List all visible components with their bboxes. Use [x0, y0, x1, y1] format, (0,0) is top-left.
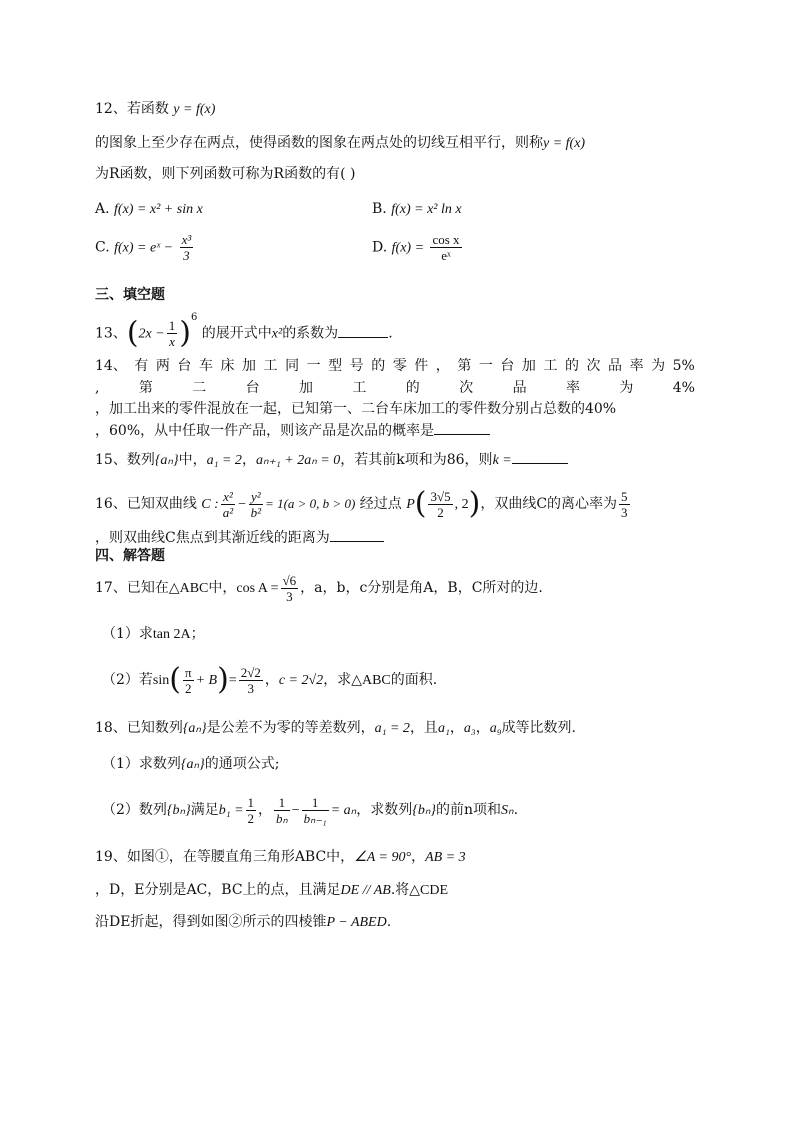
q18-p2-text2: 满足	[190, 802, 219, 818]
q18-p2-seq: {bₙ}	[166, 803, 191, 818]
q14-char: 床	[220, 358, 235, 374]
q14-char: 第	[457, 358, 472, 374]
q17-p2-c: c = 2√2	[278, 673, 324, 688]
frac-num: y²	[249, 489, 263, 505]
q14-char: 率	[565, 380, 580, 396]
q16-text: 16、已知双曲线	[95, 496, 197, 512]
q19-line3	[95, 912, 391, 933]
q12-option-a	[95, 199, 203, 220]
q18-p2-frac1	[274, 795, 290, 826]
frac-num: 1	[168, 318, 176, 334]
q16-text4: ，则双曲线C焦点到其渐近线的距离为	[95, 530, 330, 546]
q13-frac	[167, 318, 178, 349]
frac-den: 3	[286, 588, 293, 604]
q15-text: 15、数列	[95, 452, 155, 468]
frac-num: 5	[621, 488, 628, 504]
q17-p2-text: （2）若	[102, 672, 153, 688]
option-c-math: f(x) = eˣ −	[114, 240, 174, 256]
q19-tri: △CDE	[409, 883, 449, 898]
option-b-label: B.	[372, 201, 387, 217]
q17-frac	[281, 573, 299, 604]
q13-term: 2x −	[138, 326, 165, 342]
q16-xfrac	[221, 489, 235, 520]
q19-end: .	[386, 914, 392, 930]
q14-char: 的	[371, 358, 386, 374]
q18-p2-frac2	[302, 795, 329, 826]
q14-char: ,	[95, 380, 100, 396]
q14-char: 同	[285, 358, 300, 374]
left-paren: (	[169, 662, 181, 697]
q14-char: 为	[619, 380, 634, 396]
q17-p1-tan: tan 2A	[152, 627, 191, 642]
q18-p2-frac	[246, 795, 257, 826]
q14-char: 一	[478, 358, 493, 374]
q16-minus: −	[237, 497, 247, 512]
q15-k: k =	[492, 453, 512, 468]
q18-p2-eq: = aₙ	[330, 803, 357, 818]
q13-text2: 的系数为	[282, 325, 339, 342]
q18-part2: （2）数列{bₙ}满足b₁ = $\frac{1}{2}$ ， $\frac{1}{\text{bₙ}}$ − $\frac{1}{\text{bₙ₋₁}}$ = aₙ，求数列{bₙ}的前n项和Sₙ.	[102, 794, 519, 826]
frac-num: 1	[247, 794, 255, 810]
option-d-label: D.	[372, 239, 388, 256]
option-c-label: C.	[95, 239, 110, 256]
q15-answer-blank[interactable]	[512, 449, 568, 464]
q14-char: 零	[392, 358, 407, 374]
frac-den: 2	[185, 680, 192, 696]
q17-tri: △ABC	[168, 581, 209, 596]
q16-line1	[95, 484, 632, 525]
q17-p2-eq: =	[228, 673, 237, 688]
q18-line1	[95, 718, 576, 739]
q12-option-b	[372, 199, 462, 220]
q14-char: 工	[543, 358, 558, 374]
option-c-frac	[180, 232, 194, 263]
q13-x2: x²	[271, 326, 283, 342]
q18-p1-seq: {aₙ}	[180, 757, 205, 772]
q12-text: 12、若函数	[95, 101, 169, 117]
q14-char: 14、	[95, 358, 127, 374]
q13-exponent: 6	[190, 312, 198, 323]
right-paren: )	[179, 315, 191, 351]
q18-a3: a₃	[463, 721, 476, 736]
q18-p2-seq2: {bₙ}	[412, 803, 436, 818]
q14-char: 的	[564, 358, 579, 374]
q18-p2-end: .	[513, 802, 519, 818]
q19-line2	[95, 880, 448, 901]
q16-text2: 经过点	[359, 496, 402, 512]
q17-part1	[102, 624, 205, 645]
q14-answer-blank[interactable]	[434, 420, 490, 435]
q17-text3: ，a，b，c分别是角A，B，C所对的边.	[300, 580, 543, 596]
frac-den: 2	[247, 810, 255, 826]
q17-p2-frac	[183, 665, 194, 696]
q17-text2: 中，	[208, 580, 237, 596]
q14-char: 加	[299, 380, 314, 396]
q18-text3: ，且	[409, 720, 438, 736]
q19-text: 19、如图①，在等腰直角三角形ABC中，	[95, 849, 355, 865]
q13-text: 的展开式中	[201, 325, 272, 342]
q16-answer-blank[interactable]	[330, 527, 384, 542]
q14-line2	[95, 378, 695, 398]
q12-option-c	[95, 232, 195, 263]
section-fill-heading: 三、填空题	[95, 287, 165, 303]
frac-den: 3	[183, 248, 190, 263]
frac-den: 2	[437, 504, 444, 520]
q19-text3: .将	[390, 882, 410, 898]
q17-p2-rfrac	[239, 665, 263, 696]
q18-text: 18、已知数列	[95, 720, 183, 736]
q15	[95, 449, 568, 471]
q18-p1-text: （1）求数列	[102, 756, 181, 772]
q12-text3: 为R函数，则下列函数可称为R函数的有( )	[95, 166, 356, 182]
q19-sep: ，	[411, 849, 426, 865]
q14-char: 有	[134, 358, 149, 374]
q18-text4: 成等比数列.	[501, 720, 577, 736]
q17-p2-end: 的面积.	[390, 672, 438, 688]
q16-pcoord: , 2	[454, 497, 469, 512]
q12-text2: 的图象上至少存在两点，使得函数的图象在两点处的切线互相平行，则称	[95, 135, 543, 151]
q14-char: 工	[352, 380, 367, 396]
frac-den: x	[169, 334, 175, 350]
q14-char: 4%	[672, 380, 695, 396]
q14-char: 号	[349, 358, 364, 374]
q17-p2-b: + B	[195, 673, 218, 688]
q19-text2: ，D，E分别是AC，BC上的点，且满足	[95, 882, 341, 898]
q14-char: ，	[435, 358, 450, 374]
q14-char: 台	[500, 358, 515, 374]
q14-char: 率	[629, 358, 644, 374]
q19-ab: AB = 3	[425, 850, 466, 865]
q13-num: 13、	[95, 325, 127, 342]
q12-option-d	[372, 232, 464, 263]
q14-char: 第	[138, 380, 153, 396]
q17-p2-text2: ，求	[323, 672, 352, 688]
q18-sep1: ，	[449, 720, 464, 736]
q14-char: 次	[586, 358, 601, 374]
q13-period: .	[388, 325, 393, 342]
q18-p2-text: （2）数列	[102, 802, 167, 818]
q14-char: 品	[512, 380, 527, 396]
q12-func: y = f(x)	[173, 102, 216, 117]
q14-char: 加	[242, 358, 257, 374]
q18-p2-sep: ，	[258, 802, 273, 818]
q18-seq: {aₙ}	[182, 721, 207, 736]
frac-num: 1	[274, 795, 290, 811]
q18-p2-b1: b₁ =	[218, 803, 244, 818]
frac-den: eˣ	[441, 248, 451, 263]
q18-sep2: ，	[475, 720, 490, 736]
q19-parallel: DE // AB	[340, 883, 391, 898]
q14-char: 品	[608, 358, 623, 374]
q12-line3	[95, 164, 355, 184]
frac-den: b²	[250, 504, 262, 520]
q14-char: 为	[651, 358, 666, 374]
q14-char: 的	[405, 380, 420, 396]
q18-p2-text3: ，求数列	[356, 802, 413, 818]
frac-den: 3	[621, 504, 628, 520]
left-paren: (	[126, 315, 139, 351]
q17-text: 17、已知在	[95, 580, 169, 596]
q15-recur: aₙ₊₁ + 2aₙ = 0	[255, 453, 341, 468]
q17-p2-tri: △ABC	[351, 673, 391, 688]
q12-line1	[95, 99, 215, 120]
option-d-math: f(x) =	[391, 240, 425, 256]
q19-pyramid: P − ABED	[326, 915, 387, 930]
q18-p2-text4: 的前n项和	[436, 802, 502, 818]
option-a-math: f(x) = x² + sin x	[114, 202, 203, 217]
q16-yfrac	[249, 489, 263, 520]
q14-line1	[95, 356, 695, 376]
q18-p1-end: 的通项公式;	[204, 756, 280, 772]
q14-char: 台	[245, 380, 260, 396]
q13	[95, 310, 393, 355]
q17-cos: cos A =	[236, 581, 279, 596]
q18-text2: 是公差不为零的等差数列，	[206, 720, 375, 736]
q18-part1	[102, 754, 279, 775]
q15-text2: 中，	[178, 452, 207, 468]
q18-a1: a₁ = 2	[374, 721, 410, 736]
q17-p2-sin: sin	[152, 673, 170, 688]
q14-char: 台	[177, 358, 192, 374]
frac-den: bₙ	[276, 810, 288, 826]
q14-line4	[95, 420, 490, 441]
frac-num: x³	[181, 232, 192, 247]
option-a-label: A.	[95, 201, 110, 217]
q14-char: 车	[198, 358, 213, 374]
q16-efrac	[619, 489, 630, 520]
q19-text4: 沿DE折起，得到如图②所示的四棱锥	[95, 914, 327, 930]
q14-line3: ，加工出来的零件混放在一起，已知第一、二台车床加工的零件数分别占总数的40%	[95, 401, 617, 417]
q16-c: C :	[201, 497, 219, 512]
q19-line1	[95, 847, 466, 868]
q15-a1: a₁ = 2	[206, 453, 242, 468]
q14-char: 一	[306, 358, 321, 374]
q14-char: 二	[192, 380, 207, 396]
q16-p: P	[406, 497, 415, 512]
q14-char: 加	[521, 358, 536, 374]
frac-den: 3	[247, 680, 254, 696]
q18-a9: a₉	[489, 721, 502, 736]
frac-den: bₙ₋₁	[303, 810, 327, 826]
frac-den: a²	[222, 504, 234, 520]
frac-num: π	[184, 664, 192, 680]
frac-num: cos x	[432, 232, 460, 247]
q17-p2-sep: ，	[264, 672, 279, 688]
right-paren: )	[468, 486, 481, 521]
q16-line2	[95, 527, 384, 548]
q13-answer-blank[interactable]	[338, 323, 388, 338]
frac-num: x²	[221, 489, 235, 505]
q12-func2: y = f(x)	[543, 136, 586, 151]
q19-angle: ∠A = 90°	[354, 850, 412, 865]
frac-num: √6	[282, 572, 297, 588]
section-answer-heading: 四、解答题	[95, 548, 165, 564]
right-paren: )	[217, 662, 229, 697]
frac-num: 2√2	[240, 664, 261, 680]
q15-sep: ，	[241, 452, 256, 468]
frac-num: 3√5	[430, 488, 451, 504]
q16-text3: ，双曲线C的离心率为	[480, 496, 618, 512]
q14-char: 5%	[672, 358, 695, 374]
q16-cond: = 1(a > 0, b > 0)	[265, 496, 356, 511]
q18-a1b: a₁	[437, 721, 450, 736]
q15-seq: {aₙ}	[154, 453, 179, 468]
q17-part2	[102, 660, 437, 701]
option-b-math: f(x) = x² ln x	[391, 202, 462, 217]
left-paren: (	[414, 486, 427, 521]
q14-text4: ，60%，从中任取一件产品，则该产品是次品的概率是	[95, 423, 435, 439]
q14-char: 工	[263, 358, 278, 374]
q17-line1	[95, 568, 543, 609]
q18-p2-sn: Sₙ	[501, 803, 514, 818]
q14-char: 次	[459, 380, 474, 396]
q12-line2	[95, 133, 585, 154]
q17-p1-text: （1）求	[102, 626, 153, 642]
q14-char: 型	[328, 358, 343, 374]
frac-num: 1	[302, 795, 329, 811]
q14-char: 件	[414, 358, 429, 374]
q17-p1-end: ；	[190, 626, 205, 642]
option-d-frac	[430, 232, 461, 263]
q15-text3: ，若其前k项和为86，则	[340, 452, 493, 468]
q16-pfrac	[428, 489, 452, 520]
q14-char: 两	[155, 358, 170, 374]
